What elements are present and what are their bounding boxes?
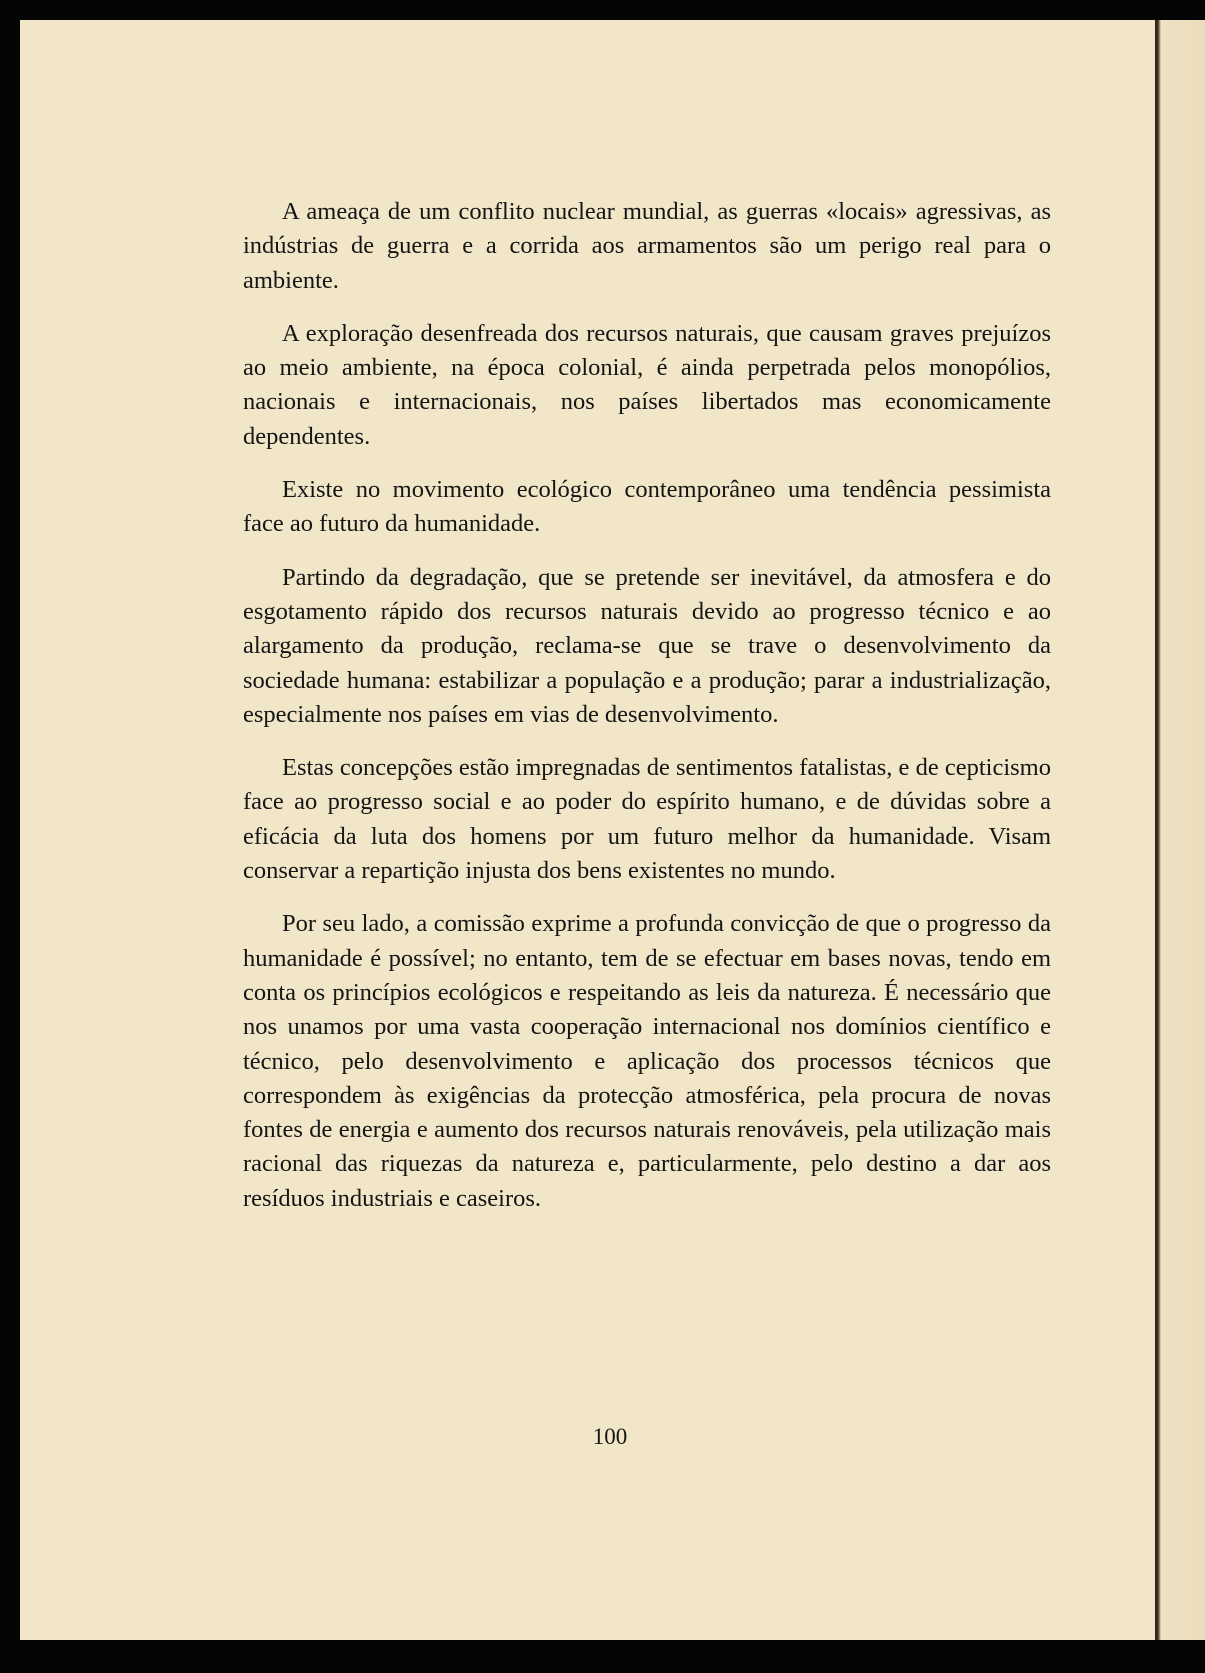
paragraph-6: Por seu lado, a comissão exprime a profunda convicção de que o progresso da humanidade é possível; no entanto, tem de se efectuar em bases novas, tendo em conta os princípios ecológicos e respeitando as leis da natureza. É necessário que nos unamos por uma vasta cooperação internacional nos domínios científico e técnico, pelo desenvolvimento e aplicação dos processos técnicos que correspondem às exigências da protecção atmosférica, pela procura de novas fontes de energia e aumento dos recursos naturais renováveis, pela utilização mais racional das riquezas da natureza e, particularmente, pelo destino a dar aos resíduos industriais e caseiros.	[243, 910, 1051, 1212]
paragraph-2: A exploração desenfreada dos recursos naturais, que causam graves prejuízos ao meio ambiente, na época colonial, é ainda perpetrada pelos monopólios, nacionais e internacionais, nos países libertados mas economicamente dependentes.	[243, 319, 1051, 450]
paragraph-4: Partindo da degradação, que se pretende ser inevitável, da atmosfera e do esgotamento rápido dos recursos naturais devido ao progresso técnico e ao alargamento da produção, reclama-se que se trave o desenvolvimento da sociedade humana: estabilizar a população e a produção; parar a industrialização, especialmente nos países em vias de desenvolvimento.	[243, 563, 1051, 728]
paragraph-3: Existe no movimento ecológico contemporâneo uma tendência pessimista face ao futuro da humanidade.	[243, 476, 1051, 538]
paragraph-5: Estas concepções estão impregnadas de sentimentos fatalistas, e de cepticismo face ao progresso social e ao poder do espírito humano, e de dúvidas sobre a eficácia da luta dos homens por um futuro melhor da humanidade. Visam conservar a repartição injusta dos bens existentes no mundo.	[243, 754, 1051, 885]
adjacent-page-edge	[1155, 20, 1205, 1640]
book-page	[20, 20, 1160, 1640]
page-number: 100	[592, 1424, 628, 1449]
body-text	[243, 195, 1051, 1235]
paragraph-1: A ameaça de um conflito nuclear mundial, as guerras «locais» agressivas, as indústrias de guerra e a corrida aos armamentos são um perigo real para o ambiente.	[243, 198, 1051, 294]
